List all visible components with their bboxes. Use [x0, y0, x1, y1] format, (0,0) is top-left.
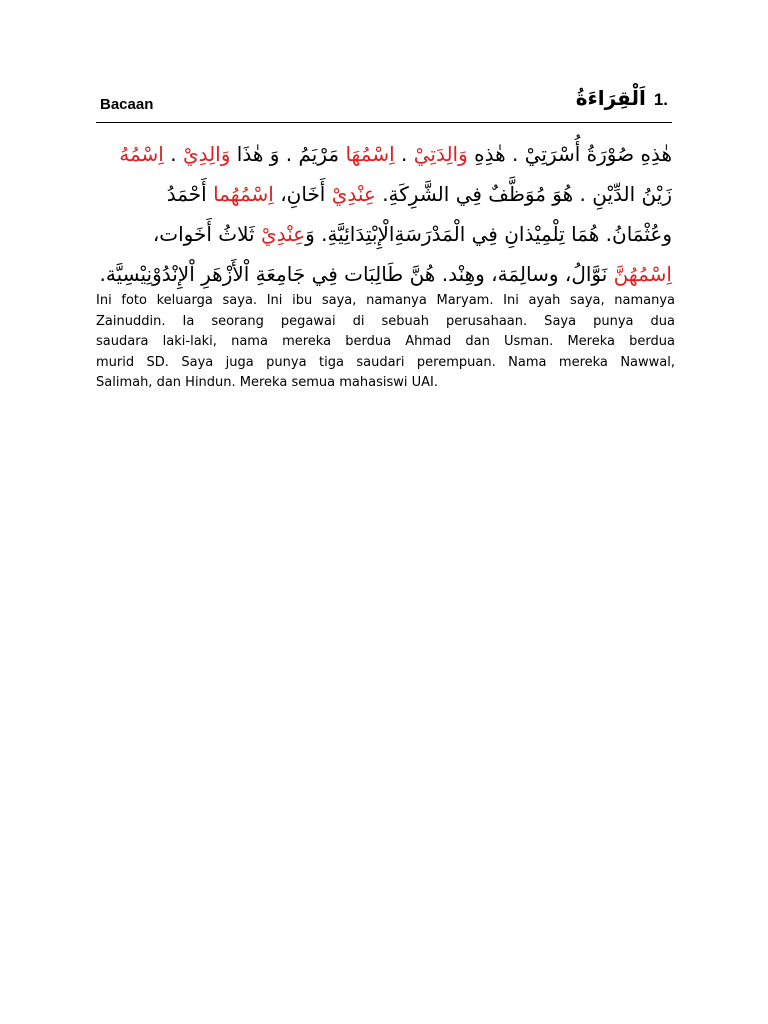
highlighted-word: عِنْدِيْ [331, 182, 376, 206]
arabic-segment: أَحْمَدُ [166, 182, 214, 206]
arabic-line-4 [96, 254, 672, 294]
arabic-title: اَلْقِرَاءَةُ [575, 86, 646, 110]
arabic-segment: . [163, 142, 183, 166]
highlighted-word: اِسْمُهَا [345, 142, 395, 166]
arabic-segment: مَرْيَمُ . وَ هٰذَا [230, 142, 346, 166]
arabic-reading-text [96, 134, 672, 294]
translation-line-2: Zainuddin. Ia seorang pegawai di sebuah perusahaan. Saya punya dua [96, 313, 675, 329]
highlighted-word: عِنْدِيْ [260, 222, 306, 246]
section-header [96, 86, 672, 123]
arabic-segment: زَيْنُ الدِّيْنِ . هُوَ مُوَظَّفٌ فِي الشَّرِكَةِ. [375, 182, 672, 206]
highlighted-word: وَالِدَتِيْ [413, 142, 468, 166]
highlighted-word: اِسْمُهُما [213, 182, 274, 206]
arabic-segment: . [394, 142, 414, 166]
arabic-line-3 [96, 214, 672, 254]
section-title [576, 86, 668, 110]
highlighted-word: اِسْمُهُنَّ [613, 262, 672, 286]
translation-line-4: murid SD. Saya juga punya tiga saudari perempuan. Nama mereka Nawwal, [96, 354, 675, 370]
arabic-line-2 [96, 174, 672, 214]
arabic-segment: أَخَانِ، [273, 182, 332, 206]
translation-paragraph [96, 291, 675, 394]
translation-line-1: Ini foto keluarga saya. Ini ibu saya, namanya Maryam. Ini ayah saya, namanya [96, 293, 675, 308]
highlighted-word: وَالِدِيْ [182, 142, 231, 166]
arabic-segment: وعُثْمَانُ. هُمَا تِلْمِيْذانِ فِي الْمَدْرَسَةِالْإِبْتِدَائِيَّةِ. وَ [305, 222, 672, 246]
section-label: Bacaan [100, 96, 154, 113]
translation-line-5: Salimah, dan Hindun. Mereka semua mahasiswi UAI. [96, 375, 438, 391]
arabic-line-1 [96, 134, 672, 174]
arabic-segment: ثَلاثُ أَخَوات، [152, 222, 261, 246]
highlighted-word: اِسْمُهُ [119, 142, 164, 166]
arabic-segment: نَوَّالُ، وسالِمَة، وهِنْد. هُنَّ طَالِبَات فِي جَامِعَةِ اْلأَزْهَرِ اْلإِنْدُوْنِيْسِيَّة. [99, 262, 614, 286]
arabic-segment: هٰذِهِ صُوْرَةُ أُسْرَتِيْ . هٰذِهِ [467, 142, 672, 166]
translation-line-3: saudara laki-laki, nama mereka berdua Ahmad dan Usman. Mereka berdua [96, 334, 675, 350]
section-number: 1. [653, 90, 668, 109]
